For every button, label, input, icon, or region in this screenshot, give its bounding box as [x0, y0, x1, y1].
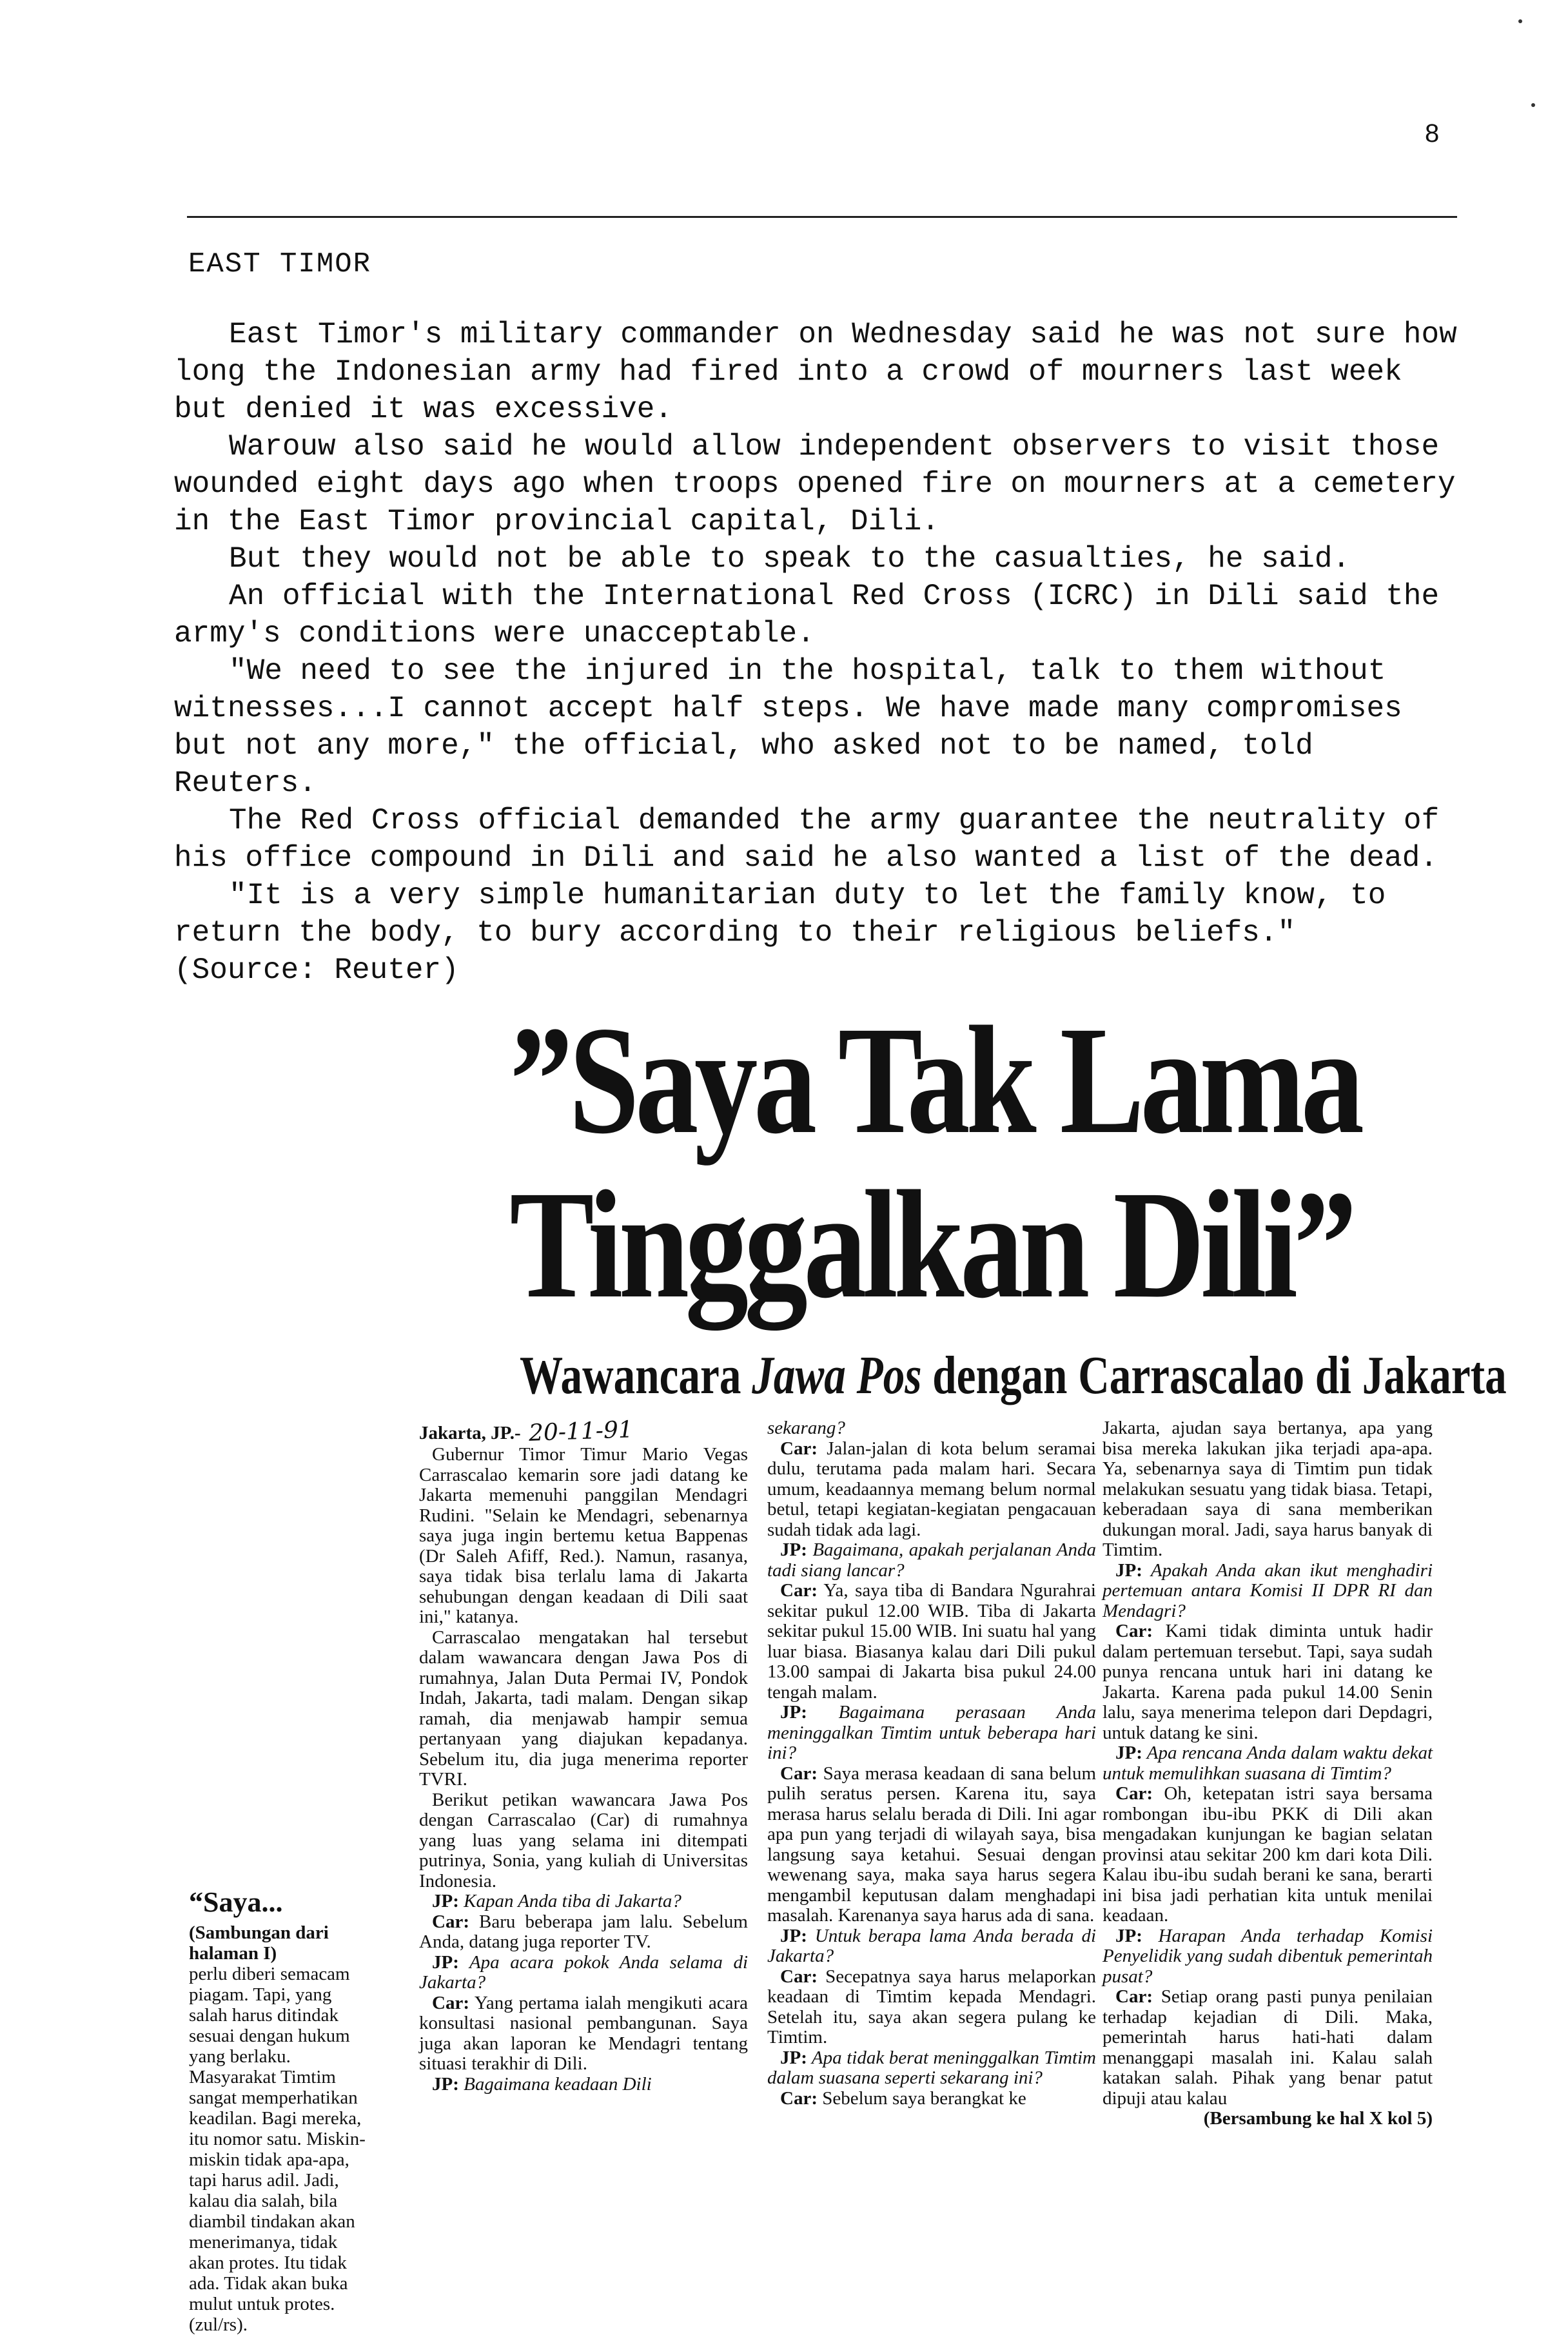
subhead-post: dengan Carrascalao di Jakarta [921, 1345, 1507, 1405]
qa-paragraph [1102, 1926, 1433, 1988]
body-paragraph: Carrascalao mengatakan hal tersebut dalam wawancara dengan Jawa Pos di rumahnya, Jalan Duta Permai IV, Pondok Indah, Jakarta, tadi malam. Dengan sikap ramah, dia menjawab hampir semua pertanyaan yang diajukan kepadanya. Sebelum itu, dia juga menerima reporter TVRI. [419, 1627, 748, 1790]
english-paragraph: An official with the International Red Cross (ICRC) in Dili said the army's conditions were unacceptable. [174, 580, 1440, 650]
english-article [174, 316, 1457, 989]
answer-text: Kami tidak diminta untuk hadir dalam pertemuan tersebut. Tapi, saya sudah punya rencana untuk hari ini datang ke Jakarta. Karena pada pukul 14.00 Senin lalu, saya menerima telepon dari Depdagri, untuk datang ke sini. [1102, 1621, 1433, 1743]
english-paragraph: But they would not be able to speak to the casualties, he said. [229, 542, 1351, 576]
qa-paragraph [767, 1764, 1096, 1926]
english-paragraph: "It is a very simple humanitarian duty to let the family know, to return the body, to bury according to their religious beliefs." [174, 879, 1386, 950]
subheadline [520, 1344, 1507, 1407]
section-label: EAST TIMOR [188, 248, 372, 280]
qa-block [419, 1891, 748, 2095]
speaker-label: Car: [432, 1911, 469, 1932]
article-column-2 [767, 1418, 1096, 2109]
qa-paragraph [767, 1967, 1096, 2048]
subhead-publication: Jawa Pos [752, 1345, 922, 1405]
speaker-label: JP: [1115, 1559, 1142, 1581]
question-text: Apakah Anda akan ikut menghadiri pertemuan antara Komisi II DPR RI dan Mendagri? [1102, 1559, 1433, 1621]
answer-text: Secepatnya saya harus melaporkan keadaan di Timtim kepada Mendagri. Setelah itu, saya akan segera pulang ke Timtim. [767, 1966, 1096, 2047]
speaker-label: JP: [432, 2073, 459, 2095]
qa-paragraph [767, 1418, 1096, 1439]
top-rule [187, 216, 1457, 218]
sidebar-subtitle: (Sambungan dari halaman I) [189, 1922, 329, 1964]
qa-paragraph [1102, 1621, 1433, 1743]
speaker-label: JP: [432, 1951, 459, 1973]
qa-paragraph [767, 1926, 1096, 1967]
english-paragraph: Warouw also said he would allow independent observers to visit those wounded eight days ago when troops opened fire on mourners at a cemetery in the East Timor provincial capital, Dili. [174, 430, 1456, 538]
answer-text: Jalan-jalan di kota belum seramai dulu, terutama pada malam hari. Secara umum, keadaannya memang belum normal betul, tetapi kegiatan-kegiatan pengacauan sudah tidak ada lagi. [767, 1438, 1096, 1540]
speaker-label: Car: [780, 1580, 818, 1601]
qa-paragraph [419, 2075, 748, 2095]
speaker-label: Car: [780, 1763, 818, 1784]
qa-paragraph [419, 1993, 748, 2075]
speaker-label: JP: [1115, 1743, 1142, 1763]
question-text: Apa acara pokok Anda selama di Jakarta? [419, 1951, 748, 1993]
question-text: Apa tidak berat meninggalkan Timtim dalam suasana seperti sekarang ini? [767, 2047, 1096, 2088]
english-paragraph: "We need to see the injured in the hospital, talk to them without witnesses...I cannot accept half steps. We have made many compromises but not any more," the official, who asked not to be named, told Reuters. [174, 654, 1402, 800]
dateline: Jakarta, JP.- [419, 1423, 521, 1443]
continuation-sidebar [189, 1886, 373, 2335]
qa-block [1102, 1418, 1433, 2109]
speaker-label: Car: [1115, 1621, 1153, 1641]
question-text: Untuk berapa lama Anda berada di Jakarta? [767, 1925, 1096, 1966]
speaker-label: Car: [780, 2087, 818, 2109]
question-text: Kapan Anda tiba di Jakarta? [458, 1891, 681, 1911]
qa-paragraph [767, 1581, 1096, 1703]
qa-paragraph [1102, 1987, 1433, 2109]
question-text: Bagaimana perasaan Anda meninggalkan Timtim untuk beberapa hari ini? [767, 1702, 1096, 1763]
speaker-label: JP: [432, 1891, 459, 1911]
qa-paragraph [419, 1953, 748, 1993]
speaker-label: JP: [1115, 1925, 1142, 1946]
subhead-pre: Wawancara [520, 1345, 752, 1405]
page-number: 8 [1425, 119, 1440, 148]
qa-paragraph [419, 1891, 748, 1912]
speaker-label: JP: [780, 1702, 807, 1723]
body-paragraph: Berikut petikan wawancara Jawa Pos dengan Carrascalao (Car) di rumahnya yang luas yang selama ini ditempati putrinya, Sonia, yang kuliah di Universitas Indonesia. [419, 1789, 748, 1891]
article-column-3 [1102, 1418, 1433, 2129]
speaker-label: JP: [780, 1925, 807, 1946]
scan-speck [1531, 103, 1535, 107]
qa-paragraph [419, 1912, 748, 1953]
sidebar-text: perlu diberi semacam piagam. Tapi, yang salah harus ditindak sesuai dengan hukum yang berlaku. Masyarakat Timtim sangat memperhatikan keadilan. Bagi mereka, itu nomor satu. Miskin-miskin tidak apa-apa, tapi harus adil. Jadi, kalau dia salah, bila diambil tindakan akan menerimanya, tidak akan protes. Itu tidak ada. Tidak akan buka mulut untuk protes. (zul/rs). [189, 1964, 366, 2335]
headline-line-1: ”Saya Tak Lama [509, 994, 1360, 1166]
qa-paragraph [767, 1439, 1096, 1541]
qa-paragraph [767, 2048, 1096, 2089]
answer-text: Setiap orang pasti punya penilaian terhadap kejadian di Dili. Maka, pemerintah harus hati-hati dalam menanggapi masalah ini. Kalau salah katakan salah. Pihak yang benar patut dipuji atau kalau [1102, 1986, 1433, 2109]
qa-paragraph [767, 1540, 1096, 1581]
qa-paragraph [767, 2089, 1096, 2109]
handwritten-date: 20-11-91 [527, 1416, 634, 1447]
question-text: Bagaimana keadaan Dili [458, 2073, 652, 2095]
qa-block [767, 1418, 1096, 2109]
english-source: (Source: Reuter) [174, 953, 459, 987]
english-paragraph: East Timor's military commander on Wednesday said he was not sure how long the Indonesian army had fired into a crowd of mourners last week but denied it was excessive. [174, 318, 1457, 426]
answer-text: Saya merasa keadaan di sana belum pulih seratus persen. Karena itu, saya merasa harus selalu berada di Dili. Ini agar apa pun yang terjadi di wilayah saya, bisa langsung saya ketahui. Sesuai dengan wewenang saya, maka saya harus segera mengambil keputusan dalam menghadapi masalah. Karenanya saya harus ada di sana. [767, 1763, 1096, 1926]
body-paragraph: Gubernur Timor Timur Mario Vegas Carrascalao kemarin sore jadi datang ke Jakarta memenuhi panggilan Mendagri Rudini. "Selain ke Mendagri, sebenarnya saya juga ingin bertemu ketua Bappenas (Dr Saleh Afiff, Red.). Namun, rasanya, saya tidak bisa terlalu lama di Jakarta sehubungan dengan keadaan di Dili saat ini," katanya. [419, 1444, 748, 1627]
continued-note: (Bersambung ke hal X kol 5) [1203, 2108, 1433, 2129]
speaker-label: JP: [780, 2047, 807, 2068]
question-text: Bagaimana, apakah perjalanan Anda tadi siang lancar? [767, 1539, 1096, 1581]
answer-text: Ya, saya tiba di Bandara Ngurahrai sekitar pukul 12.00 WIB. Tiba di Jakarta sekitar pukul 15.00 WIB. Ini suatu hal yang luar biasa. Biasanya kalau dari Dili pukul 13.00 sampai di Jakarta bisa pukul 24.00 tengah malam. [767, 1580, 1096, 1703]
qa-paragraph [1102, 1561, 1433, 1622]
answer-text: Jakarta, ajudan saya bertanya, apa yang bisa mereka lakukan jika terjadi apa-apa. Ya, sebenarnya saya di Timtim pun tidak melakukan sesuatu yang tidak biasa. Tetapi, keberadaan saya di sana memberikan dukungan moral. Jadi, saya harus banyak di Timtim. [1102, 1418, 1433, 1560]
speaker-label: Car: [780, 1438, 818, 1459]
answer-text: Sebelum saya berangkat ke [817, 2087, 1026, 2109]
english-paragraph: The Red Cross official demanded the army guarantee the neutrality of his office compound in Dili and said he also wanted a list of the dead. [174, 804, 1440, 875]
speaker-label: Car: [1115, 1986, 1153, 2007]
question-text: sekarang? [767, 1418, 845, 1438]
qa-paragraph [767, 1703, 1096, 1764]
qa-paragraph [1102, 1418, 1433, 1561]
question-text: Harapan Anda terhadap Komisi Penyelidik yang sudah dibentuk pemerintah pusat? [1102, 1925, 1433, 1987]
speaker-label: Car: [1115, 1783, 1153, 1804]
speaker-label: JP: [780, 1539, 807, 1560]
answer-text: Oh, ketepatan istri saya bersama rombongan ibu-ibu PKK di Dili akan mengadakan kunjungan ke bagian selatan provinsi atau sekitar 200 km dari kota Dili. Kalau ibu-ibu sudah berani ke sana, berarti ini bisa jadi perhatian kita untuk menilai keadaan. [1102, 1783, 1433, 1926]
headline-line-2: Tinggalkan Dili” [509, 1158, 1353, 1330]
article-column-1 [419, 1418, 748, 2095]
answer-text: Baru beberapa jam lalu. Sebelum Anda, datang juga reporter TV. [419, 1911, 748, 1952]
speaker-label: Car: [432, 1992, 469, 2013]
speaker-label: Car: [780, 1966, 818, 1987]
qa-paragraph [1102, 1784, 1433, 1926]
qa-paragraph [1102, 1743, 1433, 1784]
answer-text: Yang pertama ialah mengikuti acara konsultasi nasional pembangunan. Saya juga akan laporan ke Mendagri tentang situasi terakhir di Dili. [419, 1992, 748, 2074]
scan-speck [1518, 19, 1522, 23]
question-text: Apa rencana Anda dalam waktu dekat untuk memulihkan suasana di Timtim? [1102, 1743, 1433, 1784]
sidebar-title: “Saya... [189, 1886, 283, 1918]
